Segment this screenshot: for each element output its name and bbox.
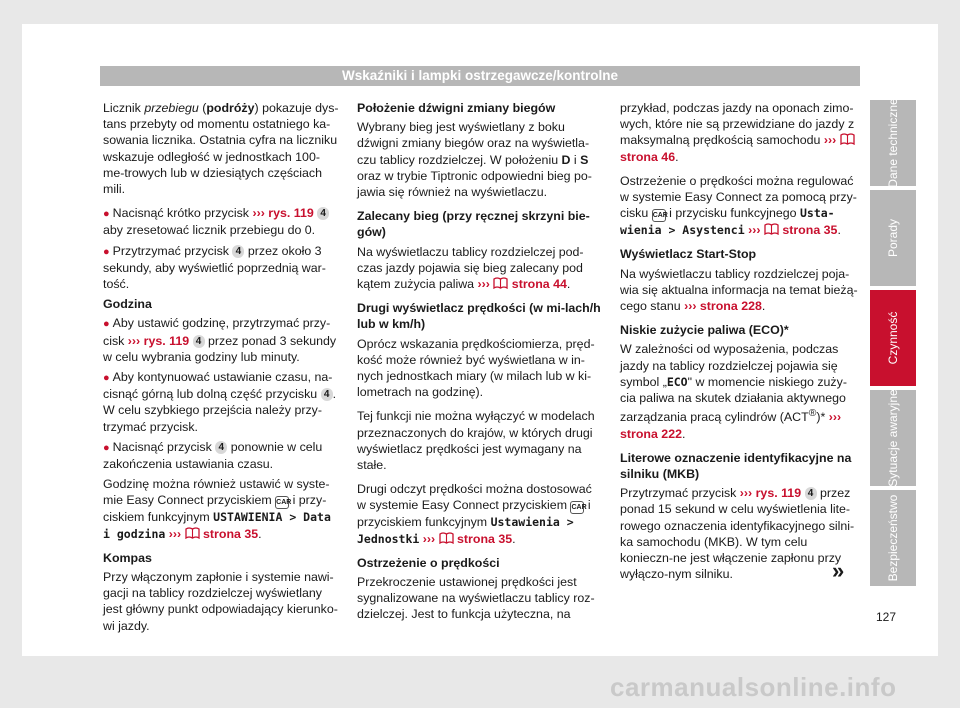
paragraph-second-speed-2: Tej funkcji nie można wyłączyć w modelach przeznaczonych do krajów, w których drugi wyświetlacz prędkości jest wymagany na stałe. xyxy=(357,409,595,473)
heading-speed-warning: Ostrzeżenie o prędkości xyxy=(357,555,500,570)
bullet-icon: ● xyxy=(103,441,110,454)
paragraph-gear-position: Wybrany bieg jest wyświetlany z boku dźwigni zmiany biegów oraz na wyświetla-czu tablicy rozdzielczej. W położeniu D i S oraz w trybie Tiptronic odpowiedni bieg po-jawia się również na wyświetlaczu. xyxy=(357,120,592,200)
page-link[interactable]: strona 35 xyxy=(203,526,259,541)
callout-4-icon: 4 xyxy=(317,207,329,220)
tab-bezpieczenstwo[interactable]: Bezpieczeństwo xyxy=(870,490,916,586)
paragraph-second-speed-3: Drugi odczyt prędkości można dostosować w systemie Easy Connect przyciskiem CAR i przyciskiem funkcyjnym Ustawienia > Jednostki ››› strona 35. xyxy=(357,482,592,546)
page-link[interactable]: strona 44 xyxy=(511,277,567,292)
callout-4-icon: 4 xyxy=(805,487,817,500)
page-link[interactable]: ››› strona 228 xyxy=(684,299,762,314)
paragraph-eco: W zależności od wyposażenia, podczas jazdy na tablicy rozdzielczej pojawia się symbol „ECO" w momencie niskiego zuży-cia paliwa na skutek działania aktywnego zarządzania pracą cylindrów (ACT®)* ››› strona 222. xyxy=(620,342,847,441)
bullet-reset: ● Nacisnąć krótko przycisk ››› rys. 119 4 aby zresetować licznik przebiegu do 0. xyxy=(103,205,341,238)
paragraph-trip-counter: Licznik przebiegu (podróży) pokazuje dys-tans przebyty od momentu ostatniego ka-sowania licznika. Ostatnia cyfra na liczniku wskazuje odległość w jednostkach 100-me-trowych lub w dziesiątych częściach mili. xyxy=(103,101,339,197)
car-button-icon: CAR xyxy=(652,209,666,222)
paragraph-easy-connect-time: Godzinę można również ustawić w syste-mie Easy Connect przyciskiem CAR i przy-ciskiem funkcyjnym USTAWIENIA > Data i godzina ››› strona 35. xyxy=(103,477,331,541)
paragraph-speed-warning-setting: Ostrzeżenie o prędkości można regulować w systemie Easy Connect za pomocą przy-cisku CAR i przycisku funkcyjnego Usta-wienia > Asystenci ››› strona 35. xyxy=(620,173,857,238)
tab-czynnosc[interactable]: Czynność xyxy=(870,290,916,386)
figure-link[interactable]: ››› rys. 119 xyxy=(252,206,314,221)
page-link[interactable]: strona 35 xyxy=(457,531,513,546)
page-link[interactable]: strona 46 xyxy=(620,149,676,164)
bullet-icon: ● xyxy=(103,372,110,385)
figure-link[interactable]: ››› rys. 119 xyxy=(739,486,802,501)
heading-recommended-gear: Zalecany bieg (przy ręcznej skrzyni bie-gów) xyxy=(357,209,590,240)
column-2 xyxy=(357,100,603,631)
column-3 xyxy=(620,100,858,590)
continue-chevron-icon: » xyxy=(832,558,845,583)
tab-dane-techniczne[interactable]: Dane techniczne xyxy=(870,100,916,186)
paragraph-start-stop: Na wyświetlaczu tablicy rozdzielczej poja-wia się aktualna informacja na temat bieżą-cego stanu ››› strona 228. xyxy=(620,266,858,314)
paragraph-winter-tyres: przykład, podczas jazdy na oponach zimo-wych, które nie są przewidziane do jazdy z maksymalną prędkością samochodu ››› strona 46. xyxy=(620,101,855,164)
bullet-icon: ● xyxy=(103,318,110,331)
car-button-icon: CAR xyxy=(570,501,584,514)
paragraph-mkb: Przytrzymać przycisk ››› rys. 119 4 przez ponad 15 sekund w celu wyświetlenia lite-rowego oznaczenia identyfikacyjnego silni-ka samochodu (MKB). W tym celu konieczn-ne jest włączenie zapłonu przy wyłączo-nym silniku. xyxy=(620,486,855,582)
callout-4-icon: 4 xyxy=(232,245,244,258)
bullet-icon: ● xyxy=(103,208,110,221)
page-link[interactable]: ››› strona 222 xyxy=(620,410,842,441)
callout-4-icon: 4 xyxy=(321,388,333,401)
paragraph-recommended-gear: Na wyświetlaczu tablicy rozdzielczej pod-czas jazdy pojawia się bieg zalecany pod kątem zużycia paliwa ››› strona 44. xyxy=(357,244,584,292)
paragraph-kompas: Przy włączonym zapłonie i systemie nawi-gacji na tablicy rozdzielczej wyświetlany jest główny punkt odpowiadający kierunko-wi jazdy. xyxy=(103,570,338,633)
paragraph-second-speed-1: Oprócz wskazania prędkościomierza, pręd-kość może również być wyświetlana w in-nych jednostkach miary (w milach lub w ki-lometrach na godzinę). xyxy=(357,336,595,400)
paragraph-speed-warning: Przekroczenie ustawionej prędkości jest sygnalizowane na wyświetlaczu tablicy roz-dzielczej. Jest to funkcja użyteczna, na xyxy=(357,575,595,622)
book-icon xyxy=(840,133,855,145)
page-number: 127 xyxy=(876,610,897,624)
book-icon xyxy=(439,532,454,544)
callout-4-icon: 4 xyxy=(193,335,205,348)
book-icon xyxy=(185,527,200,539)
tab-porady[interactable]: Porady xyxy=(870,190,916,286)
bullet-set-hour: ● Aby ustawić godzinę, przytrzymać przy-cisk ››› rys. 119 4 przez ponad 3 sekundy w celu wybrania godziny lub minuty. xyxy=(103,316,337,364)
figure-link[interactable]: ››› rys. 119 xyxy=(127,333,190,348)
heading-gear-position: Położenie dźwigni zmiany biegów xyxy=(357,101,556,115)
section-header: Wskaźniki i lampki ostrzegawcze/kontrolne xyxy=(100,66,860,86)
heading-second-speed: Drugi wyświetlacz prędkości (w mi-lach/h lub w km/h) xyxy=(357,301,601,332)
book-icon xyxy=(764,223,779,235)
heading-start-stop: Wyświetlacz Start-Stop xyxy=(620,247,757,262)
heading-godzina: Godzina xyxy=(103,297,152,312)
heading-mkb: Literowe oznaczenie identyfikacyjne na silniku (MKB) xyxy=(620,450,852,481)
heading-eco: Niskie zużycie paliwa (ECO)* xyxy=(620,323,789,338)
tab-sytuacje-awaryjne[interactable]: Sytuacje awaryjne xyxy=(870,390,916,486)
bullet-finish: ● Nacisnąć przycisk 4 ponownie w celu zakończenia ustawiania czasu. xyxy=(103,439,323,472)
heading-kompas: Kompas xyxy=(103,550,152,565)
column-1 xyxy=(103,100,341,642)
car-button-icon: CAR xyxy=(275,496,289,509)
bullet-icon: ● xyxy=(103,245,110,258)
page-link[interactable]: strona 35 xyxy=(782,223,838,238)
bullet-previous: ● Przytrzymać przycisk 4 przez około 3 sekundy, aby wyświetlić poprzednią war-tość. xyxy=(103,243,326,292)
watermark: carmanualsonline.info xyxy=(610,672,897,702)
callout-4-icon: 4 xyxy=(215,441,227,454)
bullet-continue: ● Aby kontynuować ustawianie czasu, na-cisnąć górną lub dolną część przycisku 4 . W celu szybkiego przejścia należy przy-trzymać przycisk. xyxy=(103,370,337,434)
book-icon xyxy=(493,277,508,289)
